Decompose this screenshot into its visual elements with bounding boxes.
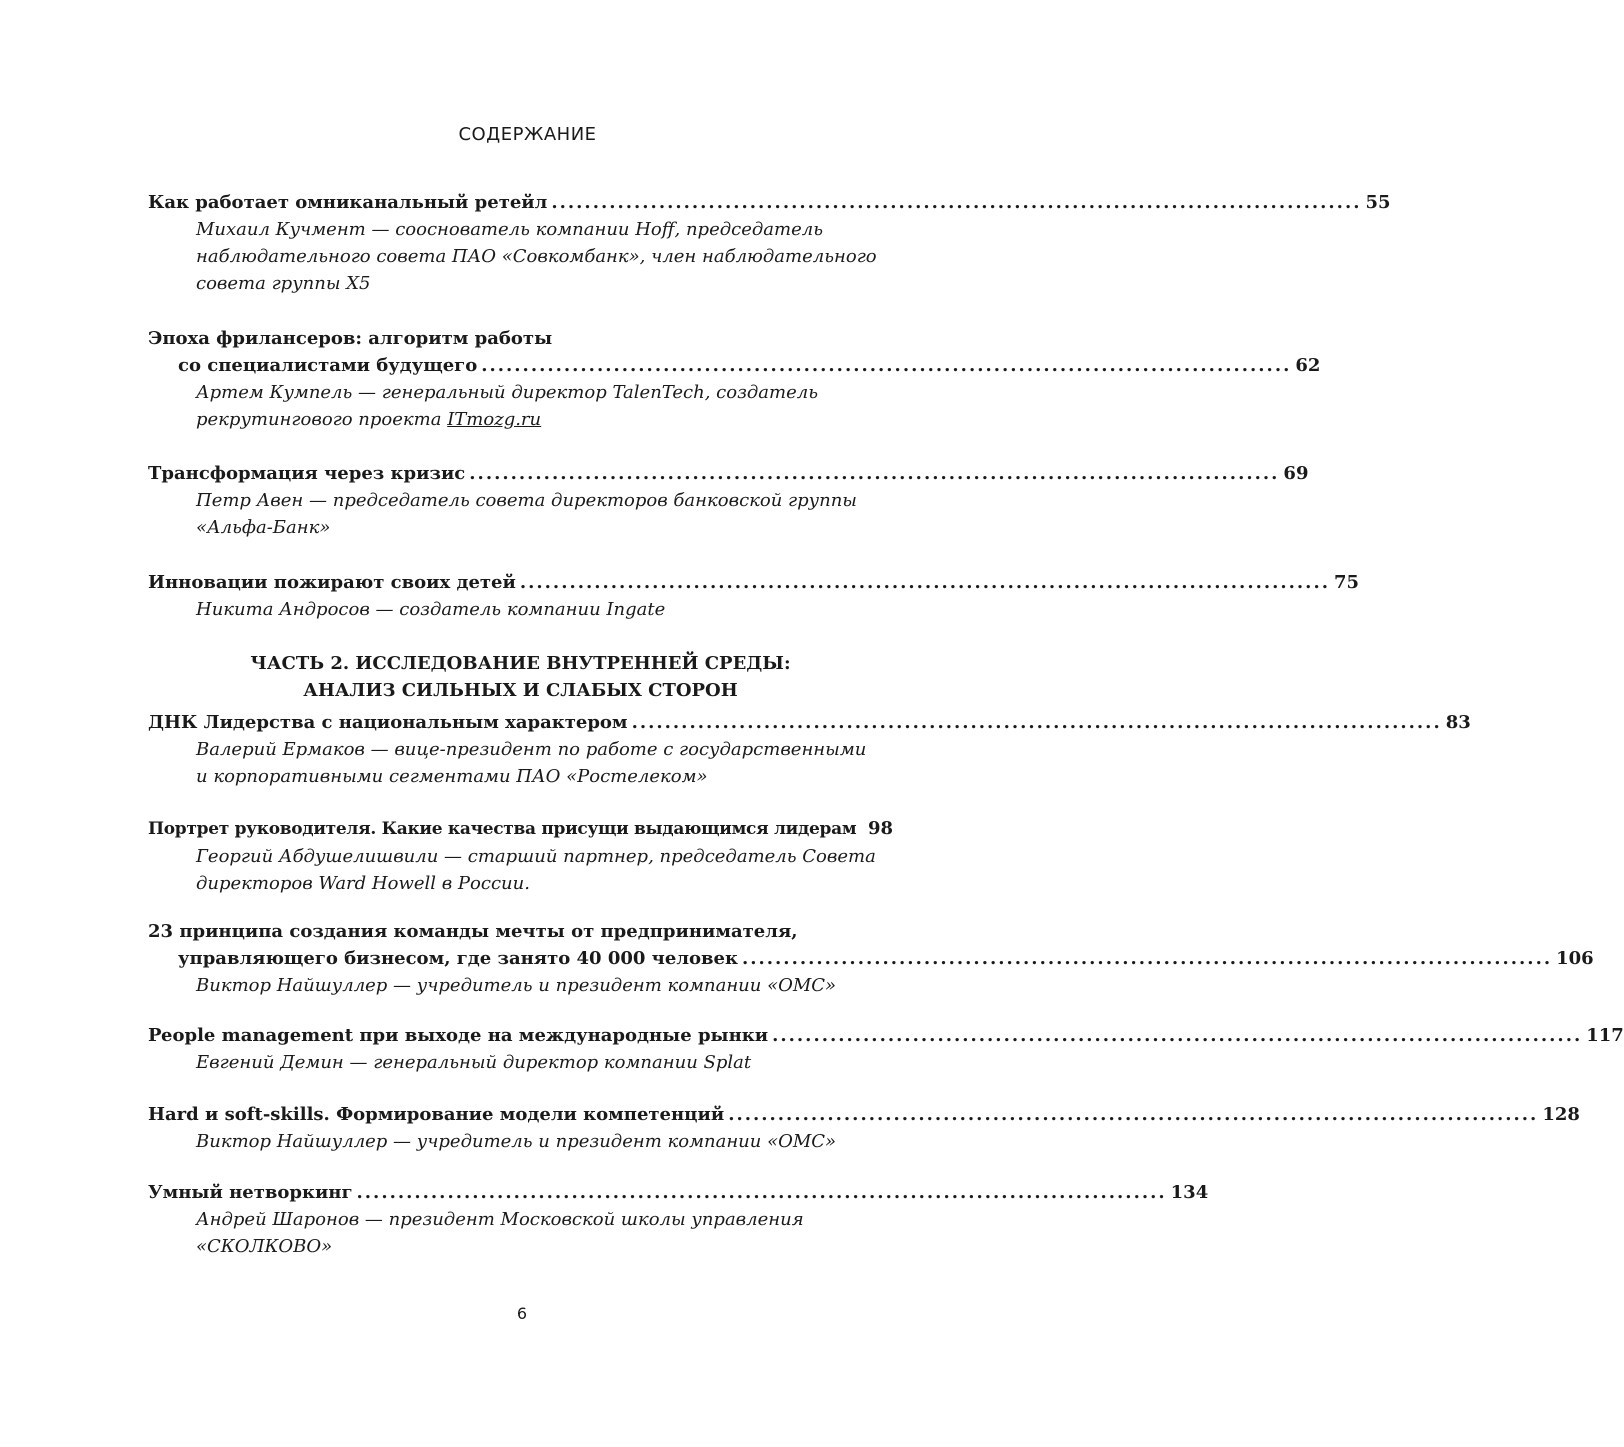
author-line: рекрутингового проекта ITmozg.ru [196, 409, 542, 430]
dot-leader: .................................................................................................. [631, 712, 1442, 733]
page-ref: 117 [1586, 1025, 1624, 1046]
author-line: Виктор Найшуллер — учредитель и президент компании «ОМС» [196, 1131, 837, 1152]
entry-title: Инновации пожирают своих детей [148, 572, 516, 593]
entry-author [148, 1128, 893, 1155]
entry-title: Как работает омниканальный ретейл [148, 192, 548, 213]
entry-title: 23 принципа создания команды мечты от предпринимателя, [148, 921, 798, 942]
author-line: директоров Ward Howell в России. [196, 873, 530, 894]
page-ref: 98 [867, 818, 893, 839]
dot-leader: .................................................................................................. [519, 572, 1330, 593]
author-line: Никита Андросов — создатель компании Ingate [196, 599, 666, 620]
entry-author [148, 596, 893, 623]
entry-author [148, 1206, 893, 1260]
author-line: и корпоративными сегментами ПАО «Ростелеком» [196, 766, 708, 787]
page-ref: 83 [1445, 712, 1471, 733]
dot-leader: .................................................................................................. [728, 1104, 1539, 1125]
author-line: Андрей Шаронов — президент Московской школы управления [196, 1209, 804, 1230]
author-line: Георгий Абдушелишвили — старший партнер, председатель Совета [196, 846, 876, 867]
author-line: Михаил Кучмент — сооснователь компании Hoff, председатель [196, 219, 823, 240]
toc-entry[interactable] [148, 460, 1309, 541]
page-ref: 69 [1283, 463, 1309, 484]
toc-entry[interactable] [148, 569, 1360, 623]
entry-title: Умный нетворкинг [148, 1182, 353, 1203]
entry-title: управляющего бизнесом, где занято 40 000 человек [178, 948, 738, 969]
page-ref: 62 [1295, 355, 1321, 376]
dot-leader: .................................................................................................. [481, 355, 1292, 376]
toc-entry[interactable] [148, 189, 1391, 297]
entry-author [148, 216, 893, 297]
dot-leader: .................................................................................................. [356, 1182, 1167, 1203]
author-line: Виктор Найшуллер — учредитель и президент компании «ОМС» [196, 975, 837, 996]
entry-title: Эпоха фрилансеров: алгоритм работы [148, 328, 553, 349]
part-heading [148, 650, 893, 704]
entry-title: ДНК Лидерства с национальным характером [148, 712, 628, 733]
entry-title: Портрет руководителя. Какие качества присущи выдающимся лидерам [148, 819, 857, 839]
toc-entry[interactable] [148, 918, 1594, 999]
author-line: Петр Авен — председатель совета директоров банковской группы [196, 490, 857, 511]
author-line: Евгений Демин — генеральный директор компании Splat [196, 1052, 752, 1073]
entry-title: Hard и soft-skills. Формирование модели компетенций [148, 1104, 725, 1125]
part-heading-line: ЧАСТЬ 2. ИССЛЕДОВАНИЕ ВНУТРЕННЕЙ СРЕДЫ: [250, 653, 791, 674]
page-ref: 55 [1365, 192, 1391, 213]
entry-author [148, 736, 893, 790]
author-line: наблюдательного совета ПАО «Совкомбанк», член наблюдательного [196, 246, 877, 267]
author-line: «Альфа-Банк» [196, 517, 331, 538]
website-link[interactable]: ITmozg.ru [447, 409, 542, 430]
entry-title: со специалистами будущего [178, 355, 478, 376]
entry-author [148, 379, 893, 433]
toc-entry[interactable] [148, 815, 893, 897]
page-heading: СОДЕРЖАНИЕ [458, 124, 597, 145]
dot-leader: .................................................................................................. [741, 948, 1553, 969]
entry-author [148, 972, 893, 999]
toc-entry[interactable] [148, 709, 1471, 790]
author-line: «СКОЛКОВО» [196, 1236, 333, 1257]
entry-title: Трансформация через кризис [148, 463, 466, 484]
dot-leader: .................................................................................................. [469, 463, 1280, 484]
toc-entry[interactable] [148, 1101, 1580, 1155]
author-line: совета группы X5 [196, 273, 371, 294]
entry-author [148, 487, 893, 541]
toc-entry[interactable] [148, 1022, 1624, 1076]
page-ref: 106 [1556, 948, 1594, 969]
toc-entry[interactable] [148, 325, 1321, 433]
page-ref: 75 [1334, 572, 1360, 593]
dot-leader: .................................................................................................. [551, 192, 1362, 213]
dot-leader: .................................................................................................. [772, 1025, 1583, 1046]
author-line: Валерий Ермаков — вице-президент по работе с государственными [196, 739, 867, 760]
entry-title: People management при выходе на международные рынки [148, 1025, 769, 1046]
author-line: Артем Кумпель — генеральный директор TalenTech, создатель [196, 382, 819, 403]
page-number: 6 [516, 1304, 528, 1323]
page-ref: 134 [1170, 1182, 1209, 1203]
part-heading-line: АНАЛИЗ СИЛЬНЫХ И СЛАБЫХ СТОРОН [303, 680, 738, 701]
page-ref: 128 [1542, 1104, 1580, 1125]
entry-author [148, 1049, 893, 1076]
entry-author [148, 843, 893, 897]
toc-entry[interactable] [148, 1179, 1209, 1260]
